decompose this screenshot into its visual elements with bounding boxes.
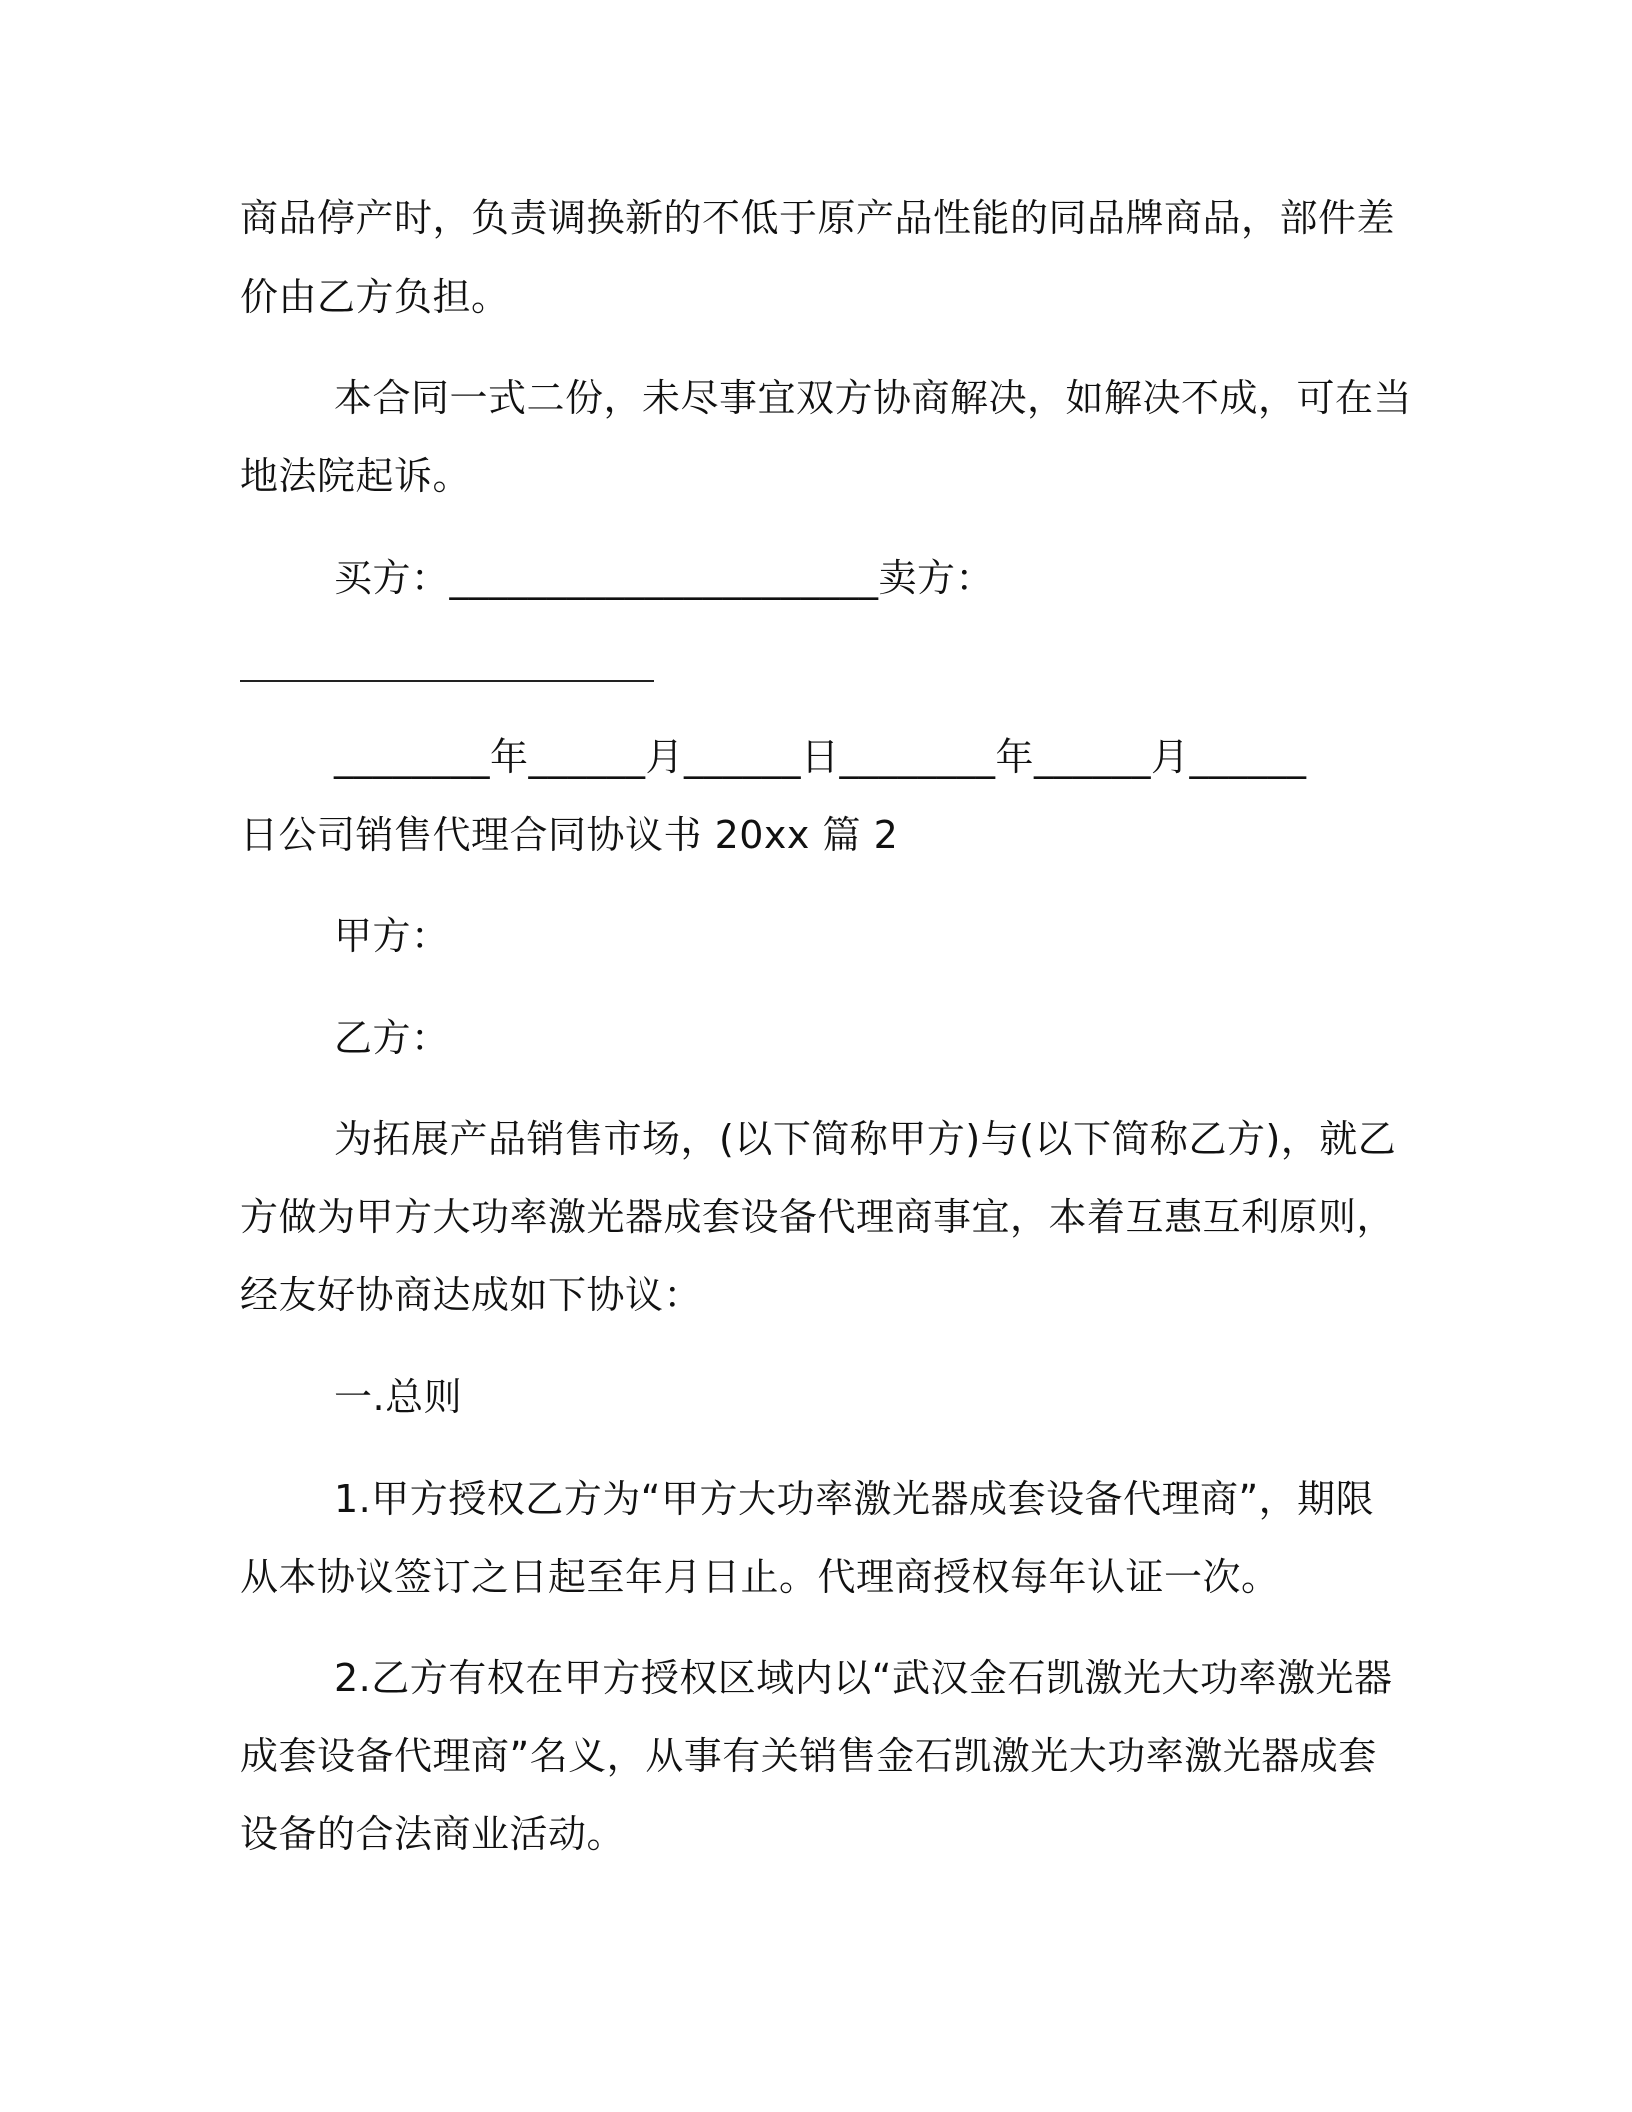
party-a-label: 甲方： <box>334 914 450 958</box>
document-page <box>240 0 1413 2112</box>
p1-line1: 商品停产时，负责调换新的不低于原产品性能的同品牌商品，部件差 <box>240 196 1396 240</box>
clause2-line2: 成套设备代理商”名义，从事有关销售金石凯激光大功率激光器成套 <box>240 1734 1377 1778</box>
signature-blank-rule <box>240 680 654 682</box>
signature-date-line: ________年______月______日________年______月______ <box>334 735 1307 779</box>
p2-line2: 地法院起诉。 <box>240 454 472 498</box>
p3-line1: 为拓展产品销售市场，(以下简称甲方)与(以下简称乙方)，就乙 <box>334 1117 1397 1161</box>
signature-buyer-seller-line: 买方：______________________卖方： <box>334 556 995 600</box>
clause1-line1: 1.甲方授权乙方为“甲方大功率激光器成套设备代理商”，期限 <box>334 1477 1375 1521</box>
p2-line1: 本合同一式二份，未尽事宜双方协商解决，如解决不成，可在当 <box>334 376 1413 420</box>
p3-line3: 经友好协商达成如下协议： <box>240 1273 703 1317</box>
party-b-label: 乙方： <box>334 1016 450 1060</box>
clause1-line2: 从本协议签订之日起至年月日止。代理商授权每年认证一次。 <box>240 1555 1280 1599</box>
section1-title: 一.总则 <box>334 1375 463 1419</box>
clause2-line3: 设备的合法商业活动。 <box>240 1812 626 1856</box>
clause2-line1: 2.乙方有权在甲方授权区域内以“武汉金石凯激光大功率激光器 <box>334 1656 1393 1700</box>
p3-line2: 方做为甲方大功率激光器成套设备代理商事宜，本着互惠互利原则， <box>240 1195 1396 1239</box>
p1-line2: 价由乙方负担。 <box>240 275 510 319</box>
section-heading: 日公司销售代理合同协议书 20xx 篇 2 <box>240 813 899 857</box>
